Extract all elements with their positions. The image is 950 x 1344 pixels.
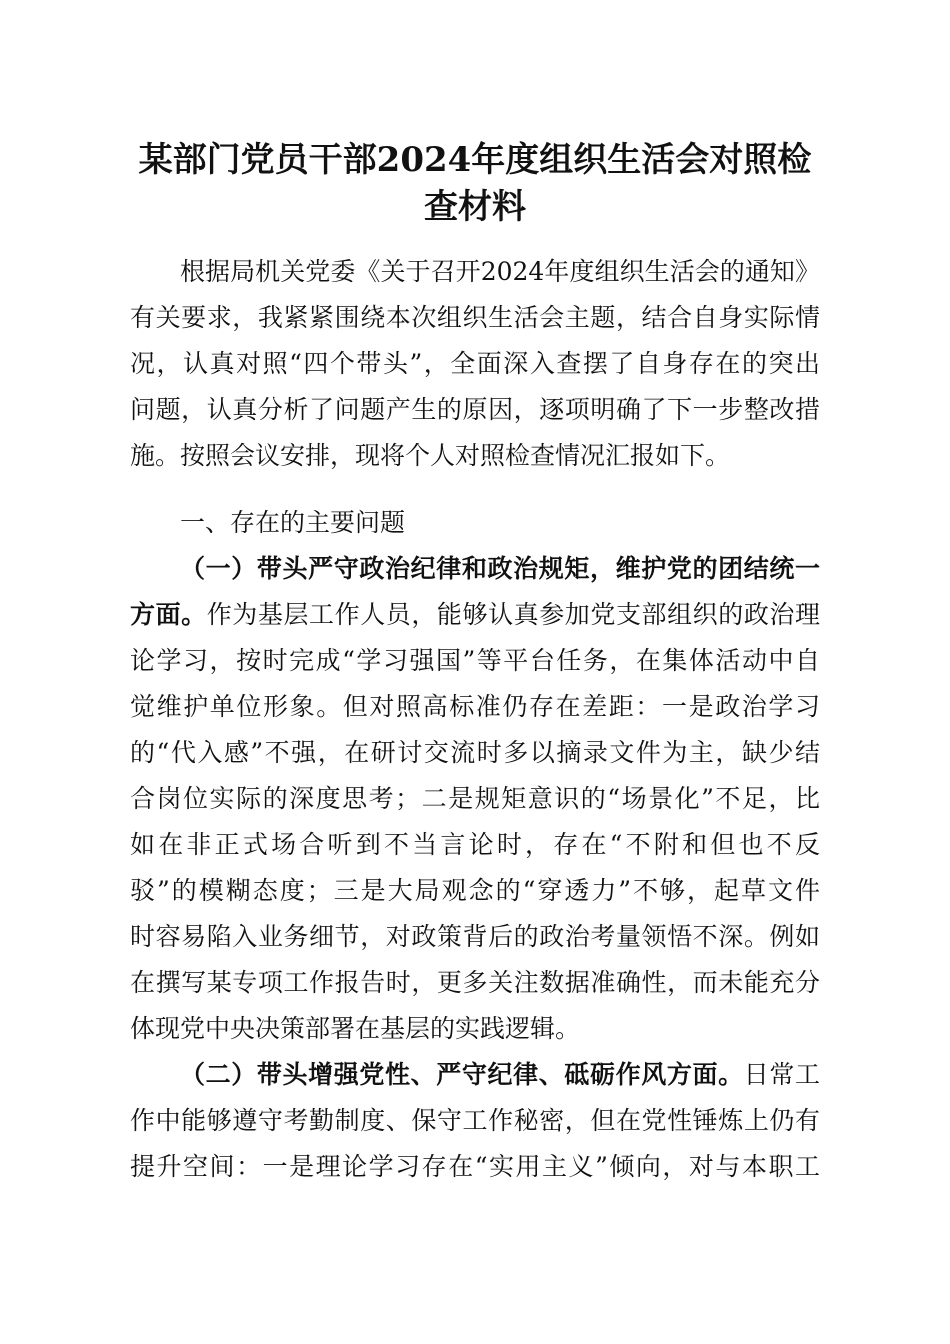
text-line: 合岗位实际的深度思考；二是规矩意识的“场景化”不足，比: [130, 784, 820, 813]
subsection-1: [130, 546, 820, 1052]
text-line: 觉维护单位形象。但对照高标准仍存在差距：一是政治学习: [130, 692, 820, 721]
document-title: [120, 137, 830, 231]
text-segment: 日常工: [743, 1060, 820, 1089]
text-line: 在撰写某专项工作报告时，更多关注数据准确性，而未能充分: [130, 968, 820, 997]
text-line: 体现党中央决策部署在基层的实践逻辑。: [130, 1014, 581, 1043]
text-line: 根据局机关党委《关于召开2024年度组织生活会的通知》: [180, 257, 820, 286]
text-segment: 作为基层工作人员，能够认真参加党支部组织的政治理: [206, 600, 820, 629]
document-body: [130, 249, 820, 1190]
text-line: [130, 592, 820, 638]
text-line: 问题，认真分析了问题产生的原因，逐项明确了下一步整改措: [130, 395, 820, 424]
subsection-heading-end: 方面。: [130, 600, 207, 629]
subsection-heading: （二）带头增强党性、严守纪律、砥砺作风方面。: [180, 1060, 744, 1089]
section-heading: 一、存在的主要问题: [180, 508, 406, 537]
text-line: 提升空间：一是理论学习存在“实用主义”倾向，对与本职工: [130, 1152, 820, 1181]
text-line: 论学习，按时完成“学习强国”等平台任务，在集体活动中自: [130, 646, 820, 675]
text-line: 施。按照会议安排，现将个人对照检查情况汇报如下。: [130, 441, 731, 470]
text-line: 况，认真对照“四个带头”，全面深入查摆了自身存在的突出: [130, 349, 820, 378]
title-line: 查材料: [424, 187, 526, 227]
text-line: [130, 1052, 820, 1098]
subsection-heading: （一）带头严守政治纪律和政治规矩，维护党的团结统一: [180, 554, 820, 583]
text-line: 的“代入感”不强，在研讨交流时多以摘录文件为主，缺少结: [130, 738, 820, 767]
intro-paragraph: [130, 249, 820, 479]
text-line: 如在非正式场合听到不当言论时，存在“不附和但也不反: [130, 830, 820, 859]
text-line: 驳”的模糊态度；三是大局观念的“穿透力”不够，起草文件: [130, 876, 820, 905]
text-line: 有关要求，我紧紧围绕本次组织生活会主题，结合自身实际情: [130, 303, 820, 332]
text-line: 时容易陷入业务细节，对政策背后的政治考量领悟不深。例如: [130, 922, 820, 951]
text-line: 作中能够遵守考勤制度、保守工作秘密，但在党性锤炼上仍有: [130, 1106, 820, 1135]
subsection-2: [130, 1052, 820, 1190]
title-line: 某部门党员干部2024年度组织生活会对照检: [138, 140, 812, 180]
